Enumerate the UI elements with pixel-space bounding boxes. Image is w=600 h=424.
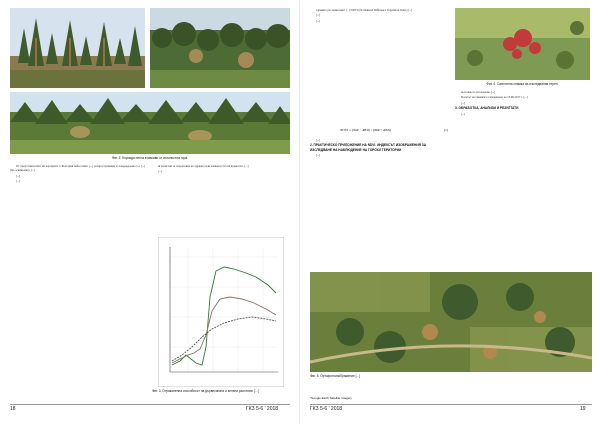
orthophoto-svg (310, 272, 592, 372)
figure2-caption: Фиг. 2. Корояди петна в масиви от иглолистна гора. (111, 156, 189, 160)
right-page-number: 19 (580, 406, 586, 412)
paragraph: здравите растения имат [...] NDVI (Normalized Difference Vegetation Index) [...] (316, 8, 413, 12)
forest-photo-right-svg (150, 8, 290, 88)
formula-number: (1) (444, 128, 448, 132)
reflectance-chart-svg (158, 237, 284, 387)
forest-photo-wide (10, 92, 290, 154)
right-footer-rule (310, 404, 592, 405)
right-journal-name: ГКЗ 5-6 ' 2018 (310, 406, 343, 412)
figure5-source: *Google Earth Satellite imagery (310, 396, 352, 400)
satellite-photo-svg (455, 8, 590, 80)
paragraph: иглолистни за определяне на здравето или жизнеността на дърветата. [...] (158, 164, 249, 168)
right-page-col-left-top (310, 8, 448, 128)
ndvi-formula-text: NDVI = (NIR − RED) / (NIR + RED) (340, 128, 392, 132)
paragraph: [...] (461, 111, 466, 116)
paragraph: Полетът на снимката е извършено на 15.06.2017 г. […] (461, 95, 529, 100)
right-page (300, 0, 600, 424)
satellite-photo (455, 8, 590, 80)
left-footer-rule (10, 404, 290, 405)
figure3-caption: Фиг. 3. Отражателна способност на дървесината и зелени растения: […] (152, 389, 260, 393)
left-page-number: 18 (10, 406, 16, 412)
paragraph: [...] (316, 13, 321, 18)
right-page-col-left-mid (310, 138, 448, 268)
left-journal-name: ГКЗ 5-6 ' 2018 (246, 406, 279, 412)
figure5-caption: Фиг. 5. Ортофотоизображение [...] (310, 374, 361, 378)
paragraph: [...] (461, 100, 466, 105)
paragraph: [...] (16, 178, 21, 183)
left-page-col-right (152, 164, 290, 234)
figure4-caption: Фиг. 4. Сателитна снимка на изследвания терен. (486, 82, 559, 86)
forest-photo-top-svg (10, 8, 145, 88)
right-page-col-right (455, 90, 590, 280)
paragraph: [...] (158, 169, 163, 174)
ndvi-formula (340, 128, 448, 133)
paragraph: [...] (316, 18, 321, 23)
forest-photo-wide-svg (10, 92, 290, 154)
section3-heading: 3. ОБРАБОТКА, АНАЛИЗИ И РЕЗУЛТАТИ (455, 106, 519, 111)
reflectance-chart (158, 237, 284, 387)
forest-photo-top (10, 8, 145, 88)
paragraph: [...] (316, 138, 321, 142)
forest-photo-right (150, 8, 290, 88)
orthophoto (310, 272, 592, 372)
paragraph: настоящото изследване. [...] (461, 90, 496, 94)
section2-heading: 2. ПРАКТИЧЕСКО ПРИЛОЖЕНИЕ НА NDVI. ИНДЕКСЪТ ИЗОБРАЖЕНИЯ ЗА ИЗСЛЕДВАНЕ НА НАБЛЮДЕНИЕ НА ГОРСКИ ТЕРИТОРИИ (310, 143, 427, 152)
paragraph: [...] (16, 173, 21, 178)
left-page-col-left (10, 164, 145, 402)
paragraph: От представителите на короядите в България най-голямо [...] разпространение и повреждаемост е [...] (Ips acuminatus). [...] (10, 164, 145, 173)
paragraph: [...] (316, 152, 321, 157)
